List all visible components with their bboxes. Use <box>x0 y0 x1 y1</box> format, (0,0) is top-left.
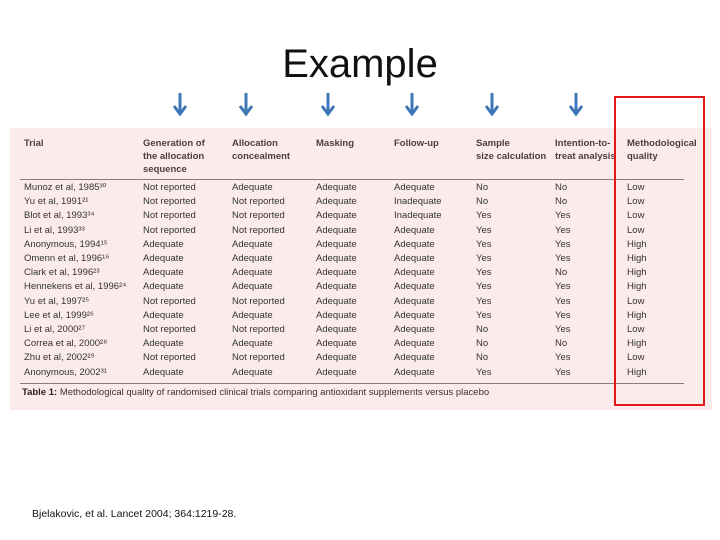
table-cell: Zhu et al, 2002²⁹ <box>24 352 95 364</box>
column-header-line: Trial <box>24 138 44 149</box>
table-cell: Yes <box>555 324 571 335</box>
table-cell: Adequate <box>232 182 273 193</box>
table-cell: Yes <box>476 281 492 293</box>
table-row <box>10 238 712 252</box>
table-row <box>10 366 712 380</box>
table-cell: Yes <box>476 238 492 250</box>
table-cell: Adequate <box>232 338 273 350</box>
caption-divider <box>20 383 684 384</box>
column-header <box>143 137 205 176</box>
table-row <box>10 209 712 223</box>
table-cell: Adequate <box>394 267 435 279</box>
table-cell: No <box>476 196 489 208</box>
column-header-line: quality <box>627 151 658 162</box>
table-cell: Yes <box>476 295 492 307</box>
table-cell: Adequate <box>316 253 357 264</box>
column-header-line: the allocation <box>143 151 205 162</box>
table-cell: Adequate <box>394 182 435 193</box>
table-cell: Yu et al, 1991²¹ <box>24 196 89 208</box>
column-header <box>316 137 354 150</box>
table-cell: Not reported <box>232 324 285 335</box>
table-cell: Li et al, 2000²⁷ <box>24 324 86 335</box>
table-cell: Yes <box>476 267 492 279</box>
table-cell: Adequate <box>143 309 184 321</box>
table-cell: Yes <box>476 224 492 236</box>
table-cell: Low <box>627 224 645 236</box>
methodological-quality-highlight <box>614 96 705 406</box>
table-cell: Low <box>627 352 645 364</box>
table-cell: High <box>627 267 647 279</box>
table-row <box>10 295 712 309</box>
table-caption-label: Table 1: <box>22 387 58 398</box>
table-row <box>10 252 712 266</box>
table-cell: No <box>476 352 489 364</box>
table-cell: Adequate <box>394 309 435 321</box>
table-cell: Adequate <box>394 295 435 307</box>
table-row <box>10 224 712 238</box>
table-cell: Lee et al, 1999²⁶ <box>24 309 94 321</box>
table-cell: Adequate <box>316 267 357 279</box>
table-cell: Not reported <box>232 224 285 236</box>
table-cell: Inadequate <box>394 210 442 222</box>
slide-title-text: Example <box>282 42 438 86</box>
table-cell: Low <box>627 196 645 208</box>
table-cell: No <box>555 338 568 350</box>
table-cell: Not reported <box>143 352 196 364</box>
column-header <box>476 137 546 163</box>
table-cell: Adequate <box>394 366 435 378</box>
table-cell: Yes <box>476 253 492 264</box>
column-header <box>555 137 616 163</box>
table-cell: Adequate <box>316 238 357 250</box>
table-cell: No <box>555 182 568 193</box>
table-cell: Adequate <box>232 309 273 321</box>
table-cell: Yes <box>555 281 571 293</box>
table-cell: Adequate <box>143 238 184 250</box>
column-header-line: Allocation <box>232 138 278 149</box>
table-cell: Correa et al, 2000²⁸ <box>24 338 108 350</box>
table-cell: Adequate <box>316 196 357 208</box>
table-cell: Yes <box>555 309 571 321</box>
table-cell: Not reported <box>232 196 285 208</box>
table-cell: Not reported <box>232 210 285 222</box>
table-image <box>10 128 712 410</box>
table-cell: Clark et al, 1996²³ <box>24 267 100 279</box>
table-cell: No <box>476 324 489 335</box>
table-cell: Low <box>627 324 645 335</box>
arrow-down-icon <box>238 92 254 118</box>
table-cell: Adequate <box>316 324 357 335</box>
table-cell: Munoz et al, 1985³⁰ <box>24 182 107 193</box>
table-cell: Yes <box>555 224 571 236</box>
table-row <box>10 351 712 365</box>
table-cell: Yes <box>555 210 571 222</box>
table-cell: Not reported <box>143 182 196 193</box>
table-cell: Adequate <box>316 210 357 222</box>
table-cell: Adequate <box>316 281 357 293</box>
table-cell: Omenn et al, 1996¹⁶ <box>24 253 110 264</box>
table-cell: Not reported <box>232 295 285 307</box>
table-cell: Adequate <box>316 224 357 236</box>
table-cell: Inadequate <box>394 196 442 208</box>
table-cell: Adequate <box>394 253 435 264</box>
table-cell: No <box>476 182 489 193</box>
table-cell: Adequate <box>316 309 357 321</box>
table-cell: Yes <box>476 210 492 222</box>
table-cell: Not reported <box>232 352 285 364</box>
column-header-line: Methodological <box>627 138 697 149</box>
column-header-line: Intention-to- <box>555 138 611 149</box>
column-header-line: concealment <box>232 151 291 162</box>
table-cell: Yes <box>555 352 571 364</box>
table-cell: Yes <box>555 238 571 250</box>
table-cell: High <box>627 366 647 378</box>
table-cell: No <box>555 196 568 208</box>
arrow-down-icon <box>320 92 336 118</box>
table-cell: Adequate <box>316 295 357 307</box>
column-header-line: Generation of <box>143 138 205 149</box>
column-arrows <box>0 92 720 122</box>
column-header-line: Follow-up <box>394 138 439 149</box>
table-cell: Adequate <box>316 182 357 193</box>
table-caption <box>22 387 489 398</box>
table-row <box>10 309 712 323</box>
table-row <box>10 337 712 351</box>
table-row <box>10 323 712 337</box>
table-caption-text: Methodological quality of randomised clinical trials comparing antioxidant supplements versus placebo <box>59 387 490 398</box>
table-cell: High <box>627 281 647 293</box>
table-row <box>10 195 712 209</box>
table-cell: Yes <box>476 309 492 321</box>
table-cell: No <box>476 338 489 350</box>
table-cell: Yes <box>555 366 571 378</box>
table-cell: Adequate <box>232 281 273 293</box>
column-header-line: Sample <box>476 138 510 149</box>
table-cell: Li et al, 1993³³ <box>24 224 85 236</box>
table-row <box>10 181 712 195</box>
table-cell: Adequate <box>232 366 273 378</box>
table-cell: Adequate <box>394 238 435 250</box>
table-cell: Low <box>627 182 645 193</box>
table-cell: High <box>627 309 647 321</box>
column-header <box>232 137 290 163</box>
table-cell: Yes <box>476 366 492 378</box>
column-header-line: Masking <box>316 138 355 149</box>
table-cell: Anonymous, 2002³¹ <box>24 366 107 378</box>
table-cell: Low <box>627 295 645 307</box>
column-header <box>394 137 439 150</box>
table-cell: High <box>627 338 647 350</box>
column-header-line: sequence <box>143 164 187 175</box>
arrow-down-icon <box>172 92 188 118</box>
table-cell: Adequate <box>232 267 273 279</box>
table-cell: Adequate <box>232 253 273 264</box>
table-cell: Adequate <box>394 324 435 335</box>
table-cell: Not reported <box>143 295 196 307</box>
table-cell: Adequate <box>143 281 184 293</box>
arrow-down-icon <box>404 92 420 118</box>
table-cell: Adequate <box>143 338 184 350</box>
table-row <box>10 280 712 294</box>
table-cell: Adequate <box>394 281 435 293</box>
table-cell: Blot et al, 1993³⁴ <box>24 210 95 222</box>
table-row <box>10 266 712 280</box>
table-cell: Not reported <box>143 210 196 222</box>
table-cell: High <box>627 238 647 250</box>
table-cell: Adequate <box>316 366 357 378</box>
arrow-down-icon <box>484 92 500 118</box>
table-cell: Yu et al, 1997²⁵ <box>24 295 90 307</box>
table-cell: Yes <box>555 253 571 264</box>
table-cell: Low <box>627 210 645 222</box>
citation: Bjelakovic, et al. Lancet 2004; 364:1219-28. <box>32 508 237 520</box>
header-divider <box>20 179 684 180</box>
column-header-line: treat analysis <box>555 151 616 162</box>
arrow-down-icon <box>568 92 584 118</box>
column-header <box>24 137 44 150</box>
table-cell: Adequate <box>394 224 435 236</box>
table-cell: Adequate <box>394 338 435 350</box>
table-cell: Adequate <box>143 366 184 378</box>
table-cell: Not reported <box>143 224 196 236</box>
table-cell: Anonymous, 1994¹⁵ <box>24 238 108 250</box>
table-cell: Adequate <box>316 338 357 350</box>
table-cell: Not reported <box>143 196 196 208</box>
table-cell: Hennekens et al, 1996²⁴ <box>24 281 127 293</box>
slide-title <box>0 42 720 87</box>
column-header-line: size calculation <box>476 151 547 162</box>
table-cell: Adequate <box>143 267 184 279</box>
table-cell: Adequate <box>394 352 435 364</box>
table-cell: Yes <box>555 295 571 307</box>
table-cell: Adequate <box>143 253 184 264</box>
table-cell: Adequate <box>316 352 357 364</box>
table-cell: Adequate <box>232 238 273 250</box>
table-cell: No <box>555 267 568 279</box>
table-cell: Not reported <box>143 324 196 335</box>
table-cell: High <box>627 253 647 264</box>
